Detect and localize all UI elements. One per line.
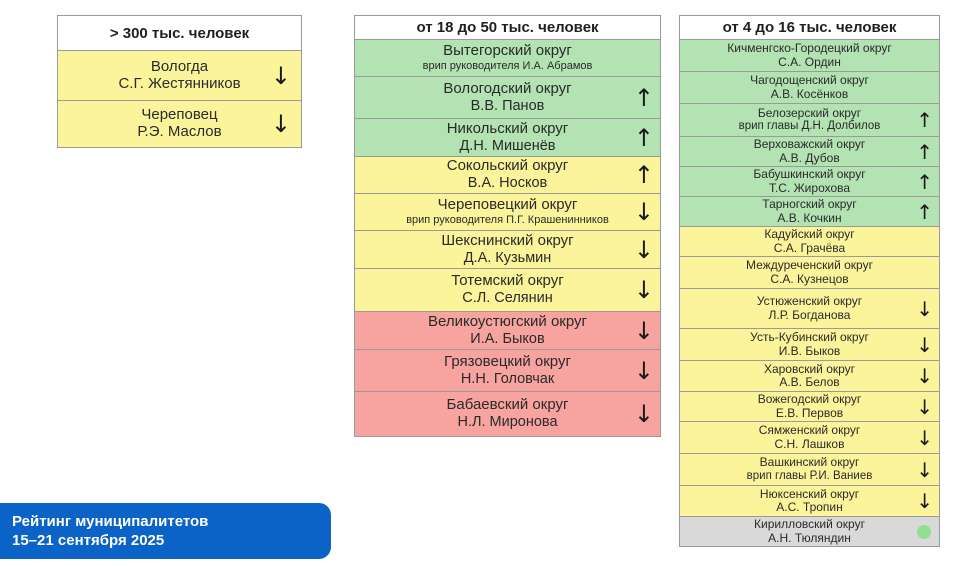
- district-name: Тарногский округ: [762, 197, 857, 212]
- rows-container: [58, 51, 301, 147]
- table-row: [680, 361, 939, 392]
- table-row: [355, 119, 660, 157]
- head-name: С.А. Ордин: [778, 54, 841, 69]
- district-name: Чагодощенский округ: [750, 73, 869, 88]
- arrow-down-icon: ↓: [633, 198, 654, 226]
- arrow-down-icon: ↓: [916, 394, 933, 419]
- arrow-down-icon: ↓: [633, 276, 654, 304]
- district-name: Сямженский округ: [758, 423, 861, 438]
- district-name: Великоустюгский округ: [427, 312, 588, 330]
- table-row: [355, 350, 660, 392]
- head-name: С.Г. Жестянников: [118, 74, 241, 92]
- column-header: от 18 до 50 тыс. человек: [355, 16, 660, 40]
- district-name: Сокольский округ: [446, 157, 569, 175]
- arrow-down-icon: ↓: [916, 457, 933, 482]
- district-name: Вожегодский округ: [757, 392, 862, 407]
- head-name: И.А. Быков: [470, 330, 545, 347]
- arrow-down-icon: ↓: [916, 296, 933, 321]
- table-row: [680, 289, 939, 329]
- district-name: Вологодский округ: [443, 79, 572, 97]
- head-name: А.В. Белов: [779, 375, 840, 389]
- district-name: Харовский округ: [763, 361, 856, 376]
- arrow-up-icon: ↑: [916, 139, 933, 164]
- head-name: С.А. Грачёва: [773, 240, 846, 255]
- table-row: [355, 269, 660, 312]
- table-row: [58, 51, 301, 101]
- district-name: Бабушкинский округ: [753, 167, 866, 182]
- district-name: Никольский округ: [446, 119, 569, 137]
- column-header: от 4 до 16 тыс. человек: [680, 16, 939, 40]
- rating-badge: [0, 503, 331, 559]
- head-name: А.В. Дубов: [779, 150, 840, 165]
- table-over-300k: [57, 15, 302, 148]
- table-4-16k: [679, 15, 940, 547]
- arrow-down-icon: ↓: [270, 110, 291, 138]
- district-name: Грязовецкий округ: [444, 352, 571, 370]
- green-dot-icon: [917, 525, 931, 539]
- head-name: Д.А. Кузьмин: [463, 249, 552, 266]
- table-18-50k: [354, 15, 661, 437]
- table-row: [680, 329, 939, 361]
- head-name: И.В. Быков: [778, 343, 841, 358]
- table-row: [680, 227, 939, 257]
- district-name: Бабаевский округ: [446, 396, 569, 414]
- table-row: [58, 101, 301, 147]
- table-row: [355, 231, 660, 269]
- head-name: Л.Р. Богданова: [768, 307, 851, 322]
- arrow-down-icon: ↓: [633, 356, 654, 385]
- rows-container: [355, 40, 660, 436]
- district-name: Нюксенский округ: [759, 486, 860, 501]
- arrow-up-icon: ↑: [916, 169, 933, 194]
- head-name: С.Л. Селянин: [462, 290, 553, 307]
- arrow-up-icon: ↑: [916, 199, 933, 224]
- head-name: Е.В. Первов: [775, 405, 844, 420]
- head-name: врип главы Д.Н. Долбилов: [738, 120, 881, 133]
- table-row: [680, 422, 939, 454]
- arrow-down-icon: ↓: [633, 235, 654, 264]
- district-name: Белозерский округ: [757, 105, 862, 120]
- table-row: [680, 72, 939, 104]
- district-name: Череповец: [141, 106, 218, 124]
- arrow-down-icon: ↓: [916, 425, 933, 450]
- district-name: Вытегорский округ: [443, 42, 572, 60]
- table-row: [355, 157, 660, 194]
- arrow-down-icon: ↓: [633, 316, 654, 345]
- district-name: Кирилловский округ: [754, 517, 865, 532]
- head-name: А.Н. Тюляндин: [768, 530, 851, 545]
- arrow-down-icon: ↓: [916, 364, 933, 388]
- table-row: [355, 392, 660, 436]
- head-name: В.А. Носков: [467, 175, 548, 192]
- district-name: Череповецкий округ: [437, 196, 578, 214]
- district-name: Кичменгско-Городецкий округ: [727, 41, 892, 56]
- arrow-down-icon: ↓: [916, 489, 933, 513]
- head-name: Н.Л. Миронова: [457, 414, 558, 431]
- arrow-up-icon: ↑: [633, 83, 654, 112]
- district-name: Вашкинский округ: [759, 455, 860, 470]
- badge-date: 15–21 сентября 2025: [12, 531, 165, 549]
- head-name: Н.Н. Головчак: [460, 370, 555, 387]
- head-name: Д.Н. Мишенёв: [459, 137, 556, 154]
- district-name: Тотемский округ: [451, 272, 564, 290]
- arrow-down-icon: ↓: [916, 332, 933, 357]
- table-row: [680, 257, 939, 289]
- table-row: [355, 77, 660, 119]
- district-name: Усть-Кубинский округ: [750, 330, 869, 345]
- district-name: Шекснинский округ: [441, 231, 574, 249]
- head-name: Р.Э. Маслов: [137, 123, 222, 140]
- arrow-down-icon: ↓: [270, 61, 291, 90]
- table-row: [680, 517, 939, 546]
- table-row: [680, 454, 939, 486]
- head-name: Т.С. Жирохова: [768, 180, 851, 195]
- district-name: Междуреченский округ: [746, 258, 873, 273]
- head-name: врип руководителя П.Г. Крашенинников: [406, 214, 609, 227]
- table-row: [680, 197, 939, 227]
- table-row: [680, 392, 939, 422]
- arrow-down-icon: ↓: [633, 400, 654, 428]
- table-row: [680, 137, 939, 167]
- arrow-up-icon: ↑: [633, 123, 654, 152]
- head-name: А.В. Косёнков: [770, 86, 849, 101]
- table-row: [680, 104, 939, 137]
- table-row: [680, 486, 939, 517]
- district-name: Кадуйский округ: [764, 227, 855, 242]
- arrow-up-icon: ↑: [633, 161, 654, 189]
- head-name: врип руководителя И.А. Абрамов: [422, 60, 593, 73]
- badge-title: Рейтинг муниципалитетов: [12, 513, 209, 530]
- head-name: С.А. Кузнецов: [770, 271, 849, 286]
- column-header: > 300 тыс. человек: [58, 16, 301, 51]
- table-row: [680, 40, 939, 72]
- head-name: А.С. Тропин: [776, 500, 843, 514]
- rows-container: [680, 40, 939, 546]
- district-name: Устюженский округ: [756, 294, 863, 309]
- head-name: А.В. Кочкин: [777, 210, 842, 225]
- table-row: [355, 40, 660, 77]
- table-row: [355, 312, 660, 350]
- head-name: В.В. Панов: [470, 97, 545, 114]
- district-name: Вологда: [150, 57, 209, 75]
- arrow-up-icon: ↑: [916, 108, 933, 132]
- table-row: [355, 194, 660, 231]
- head-name: С.Н. Лашков: [774, 436, 845, 451]
- district-name: Верховажский округ: [753, 137, 866, 152]
- head-name: врип главы Р.И. Ваниев: [746, 469, 873, 482]
- table-row: [680, 167, 939, 197]
